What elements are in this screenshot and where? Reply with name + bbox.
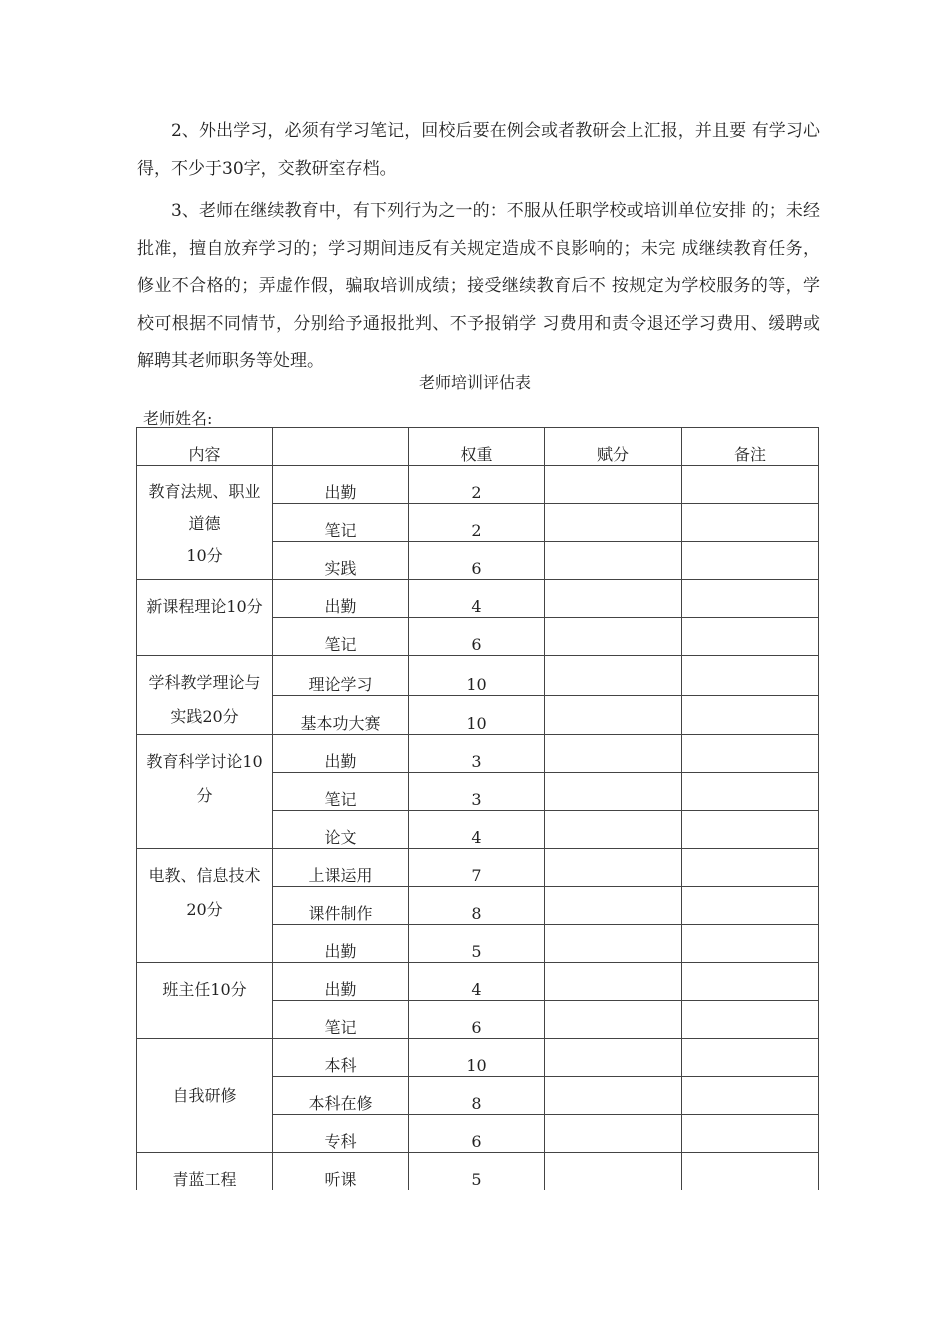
header-content: 内容 (137, 428, 273, 466)
table-row (137, 735, 819, 773)
category-cell (137, 1153, 273, 1191)
note-cell[interactable] (682, 656, 819, 696)
item-cell: 本科 (273, 1039, 409, 1077)
weight-cell: 6 (409, 542, 545, 580)
table-row (137, 963, 819, 1001)
paragraph-2: 2、外出学习，必须有学习笔记，回校后要在例会或者教研会上汇报，并且要 有学习心得，不少于30字，交教研室存档。 (137, 121, 820, 179)
category-cell (137, 735, 273, 849)
note-cell[interactable] (682, 542, 819, 580)
score-cell[interactable] (545, 1077, 682, 1115)
note-cell[interactable] (682, 963, 819, 1001)
score-cell[interactable] (545, 1153, 682, 1191)
item-cell: 听课 (273, 1153, 409, 1191)
item-cell: 课件制作 (273, 887, 409, 925)
score-cell[interactable] (545, 1115, 682, 1153)
table-row (137, 849, 819, 887)
note-cell[interactable] (682, 1077, 819, 1115)
weight-cell: 8 (409, 1077, 545, 1115)
category-label: 教育法规、职业道德 10分 (148, 482, 261, 565)
weight-cell: 4 (409, 811, 545, 849)
header-score: 赋分 (545, 428, 682, 466)
note-cell[interactable] (682, 466, 819, 504)
category-cell (137, 656, 273, 735)
category-label: 自我研修 (172, 1085, 237, 1105)
category-cell (137, 849, 273, 963)
note-cell[interactable] (682, 618, 819, 656)
score-cell[interactable] (545, 1001, 682, 1039)
score-cell[interactable] (545, 580, 682, 618)
weight-cell: 5 (409, 925, 545, 963)
note-cell[interactable] (682, 504, 819, 542)
header-item (273, 428, 409, 466)
item-cell: 理论学习 (273, 656, 409, 696)
item-cell: 笔记 (273, 618, 409, 656)
evaluation-table (136, 427, 819, 1190)
category-cell (137, 580, 273, 656)
score-cell[interactable] (545, 695, 682, 735)
header-note: 备注 (682, 428, 819, 466)
score-cell[interactable] (545, 963, 682, 1001)
category-label: 青蓝工程 (172, 1170, 237, 1189)
paragraph-3: 3、老师在继续教育中，有下列行为之一的：不服从任职学校或培训单位安排 的；未经批准，擅自放弃学习的；学习期间违反有关规定造成不良影响的；未完 成继续教育任务，修业不合格的；弄虚作假，骗取培训成绩；接受继续教育后不 按规定为学校服务的等，学校可根据不同情节，分别给予通报批判、不予报销学 习费用和责令退还学习费用、缓聘或解聘其老师职务等处理。 (137, 201, 820, 371)
item-cell: 论文 (273, 811, 409, 849)
weight-cell: 6 (409, 1115, 545, 1153)
weight-cell: 2 (409, 504, 545, 542)
item-cell: 笔记 (273, 504, 409, 542)
note-cell[interactable] (682, 811, 819, 849)
weight-cell: 10 (409, 1039, 545, 1077)
weight-cell: 8 (409, 887, 545, 925)
item-cell: 笔记 (273, 1001, 409, 1039)
weight-cell: 2 (409, 466, 545, 504)
teacher-name-label: 老师姓名: (143, 409, 213, 428)
category-label: 电教、信息技术20分 (148, 866, 261, 919)
table-row (137, 466, 819, 504)
category-label: 班主任10分 (162, 980, 247, 999)
note-cell[interactable] (682, 773, 819, 811)
category-label: 教育科学讨论10分 (146, 752, 263, 805)
score-cell[interactable] (545, 849, 682, 887)
score-cell[interactable] (545, 504, 682, 542)
item-cell: 出勤 (273, 963, 409, 1001)
note-cell[interactable] (682, 695, 819, 735)
note-cell[interactable] (682, 1001, 819, 1039)
item-cell: 专科 (273, 1115, 409, 1153)
score-cell[interactable] (545, 925, 682, 963)
note-cell[interactable] (682, 580, 819, 618)
note-cell[interactable] (682, 1115, 819, 1153)
item-cell: 笔记 (273, 773, 409, 811)
score-cell[interactable] (545, 618, 682, 656)
item-cell: 本科在修 (273, 1077, 409, 1115)
weight-cell: 10 (409, 656, 545, 696)
table-row (137, 656, 819, 696)
item-cell: 实践 (273, 542, 409, 580)
note-cell[interactable] (682, 1039, 819, 1077)
score-cell[interactable] (545, 811, 682, 849)
weight-cell: 5 (409, 1153, 545, 1191)
note-cell[interactable] (682, 849, 819, 887)
score-cell[interactable] (545, 735, 682, 773)
item-cell: 出勤 (273, 925, 409, 963)
category-label: 学科教学理论与实践20分 (148, 673, 261, 726)
score-cell[interactable] (545, 1039, 682, 1077)
note-cell[interactable] (682, 925, 819, 963)
weight-cell: 3 (409, 735, 545, 773)
table-header-row (137, 428, 819, 466)
item-cell: 上课运用 (273, 849, 409, 887)
item-cell: 出勤 (273, 735, 409, 773)
weight-cell: 3 (409, 773, 545, 811)
category-cell (137, 1039, 273, 1153)
weight-cell: 4 (409, 580, 545, 618)
weight-cell: 4 (409, 963, 545, 1001)
category-cell (137, 466, 273, 580)
note-cell[interactable] (682, 735, 819, 773)
note-cell[interactable] (682, 1153, 819, 1191)
note-cell[interactable] (682, 887, 819, 925)
weight-cell: 6 (409, 618, 545, 656)
score-cell[interactable] (545, 656, 682, 696)
weight-cell: 6 (409, 1001, 545, 1039)
score-cell[interactable] (545, 887, 682, 925)
header-weight: 权重 (409, 428, 545, 466)
weight-cell: 10 (409, 695, 545, 735)
table-row (137, 1153, 819, 1191)
item-cell: 出勤 (273, 466, 409, 504)
weight-cell: 7 (409, 849, 545, 887)
category-cell (137, 963, 273, 1039)
category-label: 新课程理论10分 (146, 597, 263, 616)
score-cell[interactable] (545, 466, 682, 504)
table-title: 老师培训评估表 (418, 373, 531, 392)
table-row (137, 580, 819, 618)
item-cell: 基本功大赛 (273, 695, 409, 735)
score-cell[interactable] (545, 773, 682, 811)
score-cell[interactable] (545, 542, 682, 580)
item-cell: 出勤 (273, 580, 409, 618)
table-row (137, 1039, 819, 1077)
